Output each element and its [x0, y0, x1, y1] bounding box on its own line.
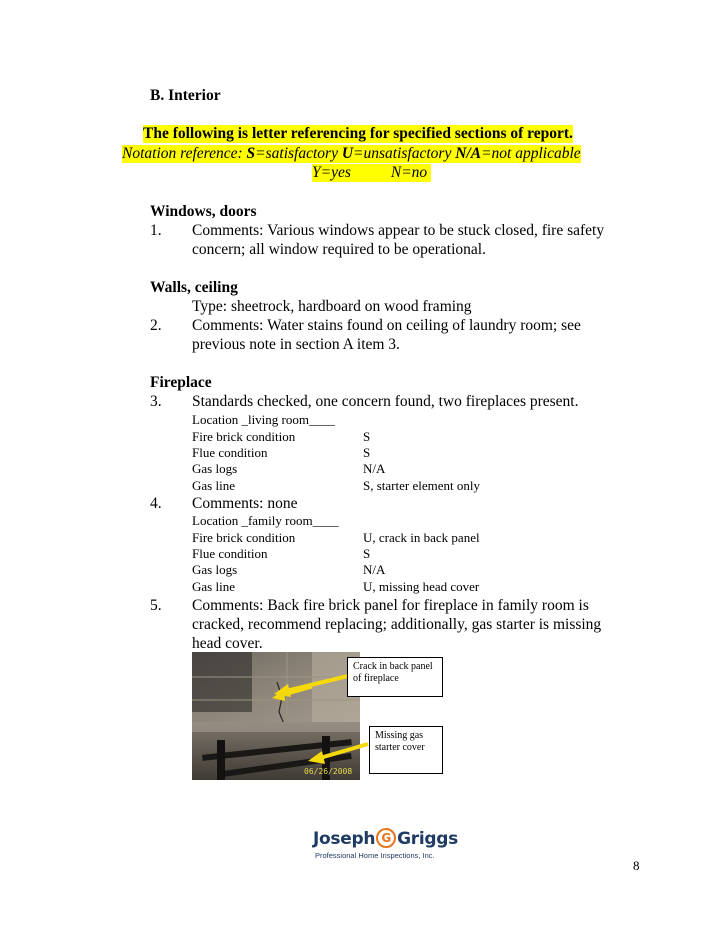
family-room-location: Location _family room____: [192, 513, 339, 528]
family-row-label: Gas line: [192, 579, 235, 594]
living-row-label: Gas logs: [192, 461, 238, 476]
item-number-1: 1.: [150, 222, 162, 239]
walls-comment-line2: previous note in section A item 3.: [192, 336, 400, 353]
walls-heading: Walls, ceiling: [150, 279, 238, 296]
notation-s-value: =satisfactory: [255, 145, 342, 162]
windows-comment-line2: concern; all window required to be operational.: [192, 241, 486, 258]
notation-u-key: U: [341, 145, 354, 162]
logo-name-part1: Joseph: [313, 829, 376, 849]
family-row-value: N/A: [363, 562, 386, 577]
notation-na-key: N/A: [455, 145, 482, 162]
walls-type: Type: sheetrock, hardboard on wood framing: [192, 298, 472, 315]
logo-tagline: Professional Home Inspections, Inc.: [315, 851, 435, 860]
living-row-value: S: [363, 429, 371, 444]
logo-name-part2: Griggs: [397, 829, 458, 849]
item-number-4: 4.: [150, 495, 162, 512]
fireplace-comment-5-line1: Comments: Back fire brick panel for fireplace in family room is: [192, 597, 589, 614]
fireplace-comment-5-line2: cracked, recommend replacing; additionally, gas starter is missing: [192, 616, 602, 633]
fireplace-heading: Fireplace: [150, 374, 212, 391]
family-row-label: Gas logs: [192, 562, 238, 577]
company-logo: [313, 828, 463, 868]
callout-crack: Crack in back panel of fireplace: [347, 657, 443, 697]
section-title: B. Interior: [150, 87, 221, 104]
item-number-5: 5.: [150, 597, 162, 614]
living-room-location: Location _living room____: [192, 412, 335, 427]
photo-date-stamp: 06/26/2008: [304, 767, 353, 776]
fireplace-comment-5-line3: head cover.: [192, 635, 263, 652]
family-row-label: Flue condition: [192, 546, 268, 561]
family-row-value: U, crack in back panel: [363, 530, 480, 545]
living-row-value: S, starter element only: [363, 478, 480, 493]
fireplace-summary: Standards checked, one concern found, two fireplaces present.: [192, 393, 579, 410]
living-row-value: N/A: [363, 461, 386, 476]
windows-heading: Windows, doors: [150, 203, 257, 220]
living-row-label: Gas line: [192, 478, 235, 493]
item-number-3: 3.: [150, 393, 162, 410]
notation-s-key: S: [246, 145, 256, 162]
notation-u-value: =unsatisfactory: [353, 145, 456, 162]
living-row-label: Fire brick condition: [192, 429, 296, 444]
walls-comment-line1: Comments: Water stains found on ceiling of laundry room; see: [192, 317, 581, 334]
windows-comment-line1: Comments: Various windows appear to be stuck closed, fire safety: [192, 222, 605, 239]
family-row-label: Fire brick condition: [192, 530, 296, 545]
notation-reference: [122, 145, 581, 163]
page-number: 8: [633, 858, 640, 873]
living-row-label: Flue condition: [192, 445, 268, 460]
notation-no: N=no: [390, 164, 428, 181]
notation-na-value: =not applicable: [481, 145, 581, 162]
fireplace-comment-4: Comments: none: [192, 495, 298, 512]
item-number-2: 2.: [150, 317, 162, 334]
notation-yes-no: [312, 164, 431, 182]
family-row-value: U, missing head cover: [363, 579, 480, 594]
intro-line: The following is letter referencing for specified sections of report.: [143, 125, 573, 142]
living-row-value: S: [363, 445, 371, 460]
logo-wordmark: [313, 828, 458, 849]
notation-yes: Y=yes: [312, 164, 351, 181]
notation-label: Notation reference:: [122, 145, 247, 162]
logo-g-icon: G: [376, 828, 396, 848]
family-row-value: S: [363, 546, 371, 561]
callout-missing-cover: Missing gas starter cover: [369, 726, 443, 774]
